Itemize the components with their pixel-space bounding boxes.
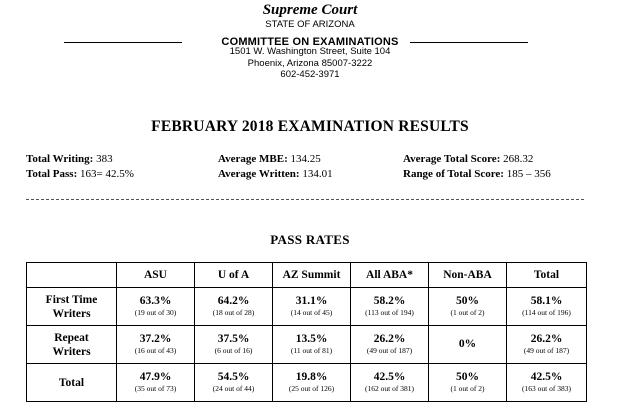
pass-percent: 26.2% bbox=[373, 333, 406, 345]
stat-total-writing bbox=[26, 152, 134, 167]
header-cell: Total bbox=[507, 263, 587, 288]
header-blank-cell bbox=[27, 263, 117, 288]
pass-percent: 54.5% bbox=[217, 371, 250, 383]
pass-count: (6 out of 16) bbox=[214, 346, 253, 355]
pass-count: (35 out of 73) bbox=[134, 384, 177, 393]
stat-value: 268.32 bbox=[503, 153, 534, 165]
row-label bbox=[27, 364, 117, 402]
pass-count: (1 out of 2) bbox=[450, 384, 485, 393]
pass-percent: 47.9% bbox=[139, 371, 172, 383]
table-header-row bbox=[27, 263, 587, 288]
pass-percent: 42.5% bbox=[530, 371, 563, 383]
pass-count: (114 out of 196) bbox=[522, 308, 571, 317]
pass-count: (162 out of 381) bbox=[365, 384, 414, 393]
dashed-divider bbox=[26, 199, 584, 200]
stat-average-mbe bbox=[218, 152, 333, 167]
pass-percent: 50% bbox=[456, 295, 479, 307]
stat-value: 134.25 bbox=[290, 153, 321, 165]
header-cell: AZ Summit bbox=[273, 263, 351, 288]
pass-count: (163 out of 383) bbox=[522, 384, 571, 393]
stats-column-3 bbox=[403, 152, 551, 182]
exam-results-title: FEBRUARY 2018 EXAMINATION RESULTS bbox=[151, 118, 469, 135]
pass-count: (18 out of 28) bbox=[212, 308, 255, 317]
table-cell bbox=[117, 326, 195, 364]
stat-total-pass bbox=[26, 167, 134, 182]
pass-count: (1 out of 2) bbox=[450, 308, 485, 317]
phone-number: 602-452-3971 bbox=[280, 69, 340, 80]
stat-average-total-score bbox=[403, 152, 551, 167]
pass-count: (14 out of 45) bbox=[290, 308, 333, 317]
stat-value: 134.01 bbox=[302, 168, 333, 180]
pass-percent: 31.1% bbox=[295, 295, 328, 307]
pass-count: (16 out of 43) bbox=[134, 346, 177, 355]
stats-column-2 bbox=[218, 152, 333, 182]
pass-percent: 63.3% bbox=[139, 295, 172, 307]
table-cell bbox=[351, 364, 429, 402]
pass-count: (24 out of 44) bbox=[212, 384, 255, 393]
table-cell bbox=[351, 288, 429, 326]
court-name: Supreme Court bbox=[262, 2, 358, 18]
stat-range-total-score bbox=[403, 167, 551, 182]
table-cell bbox=[195, 326, 273, 364]
stats-column-1 bbox=[26, 152, 134, 182]
address-line-1: 1501 W. Washington Street, Suite 104 bbox=[229, 46, 391, 57]
letterhead bbox=[0, 2, 620, 81]
committee-rule-left bbox=[64, 42, 182, 43]
table-row-total bbox=[27, 364, 587, 402]
pass-percent: 13.5% bbox=[295, 333, 328, 345]
table-cell bbox=[429, 364, 507, 402]
row-label-line: First Time bbox=[45, 293, 98, 306]
pass-percent: 50% bbox=[456, 371, 479, 383]
pass-percent: 58.1% bbox=[530, 295, 563, 307]
pass-count: (25 out of 126) bbox=[288, 384, 335, 393]
row-label-line: Total bbox=[58, 376, 85, 389]
table-cell bbox=[429, 326, 507, 364]
header-cell: U of A bbox=[195, 263, 273, 288]
committee-line bbox=[0, 32, 620, 46]
pass-percent: 37.2% bbox=[139, 333, 172, 345]
pass-count: (19 out of 30) bbox=[134, 308, 177, 317]
pass-percent: 26.2% bbox=[530, 333, 563, 345]
stat-value: 185 – 356 bbox=[506, 168, 551, 180]
pass-percent: 42.5% bbox=[373, 371, 406, 383]
table-cell bbox=[351, 326, 429, 364]
state-name: STATE OF ARIZONA bbox=[265, 19, 355, 30]
stat-label: Total Writing: bbox=[26, 153, 94, 165]
committee-name: COMMITTEE ON EXAMINATIONS bbox=[221, 36, 399, 48]
stat-label: Average MBE: bbox=[218, 153, 288, 165]
table-cell bbox=[507, 288, 587, 326]
header-cell: Non-ABA bbox=[429, 263, 507, 288]
table-row-repeat bbox=[27, 326, 587, 364]
stat-label: Average Total Score: bbox=[403, 153, 501, 165]
pass-rates-title: PASS RATES bbox=[270, 232, 350, 247]
stat-average-written bbox=[218, 167, 333, 182]
pass-rates-table bbox=[26, 262, 587, 402]
pass-count: (11 out of 81) bbox=[290, 346, 333, 355]
committee-rule-right bbox=[410, 42, 528, 43]
row-label bbox=[27, 288, 117, 326]
pass-count: (113 out of 194) bbox=[365, 308, 414, 317]
pass-percent: 58.2% bbox=[373, 295, 406, 307]
stat-label: Range of Total Score: bbox=[403, 168, 504, 180]
pass-count: (49 out of 187) bbox=[523, 346, 570, 355]
address-line-2: Phoenix, Arizona 85007-3222 bbox=[247, 57, 373, 69]
table-cell bbox=[273, 288, 351, 326]
pass-percent: 64.2% bbox=[217, 295, 250, 307]
header-cell: All ABA* bbox=[351, 263, 429, 288]
table-cell bbox=[117, 288, 195, 326]
table-cell bbox=[117, 364, 195, 402]
stat-label: Total Pass: bbox=[26, 168, 78, 180]
pass-percent: 0% bbox=[458, 338, 477, 350]
row-label-line: Writers bbox=[52, 345, 91, 358]
table-cell bbox=[507, 364, 587, 402]
pass-percent: 19.8% bbox=[295, 371, 328, 383]
table-cell bbox=[507, 326, 587, 364]
row-label bbox=[27, 326, 117, 364]
table-cell bbox=[273, 326, 351, 364]
table-cell bbox=[429, 288, 507, 326]
stat-value: 163= 42.5% bbox=[80, 168, 134, 180]
pass-count: (49 out of 187) bbox=[366, 346, 413, 355]
header-cell: ASU bbox=[117, 263, 195, 288]
row-label-line: Writers bbox=[52, 307, 91, 320]
stat-label: Average Written: bbox=[218, 168, 300, 180]
table-cell bbox=[273, 364, 351, 402]
table-row-first-time bbox=[27, 288, 587, 326]
table-cell bbox=[195, 364, 273, 402]
row-label-line: Repeat bbox=[54, 331, 89, 344]
table-cell bbox=[195, 288, 273, 326]
stat-value: 383 bbox=[96, 153, 113, 165]
pass-percent: 37.5% bbox=[217, 333, 250, 345]
